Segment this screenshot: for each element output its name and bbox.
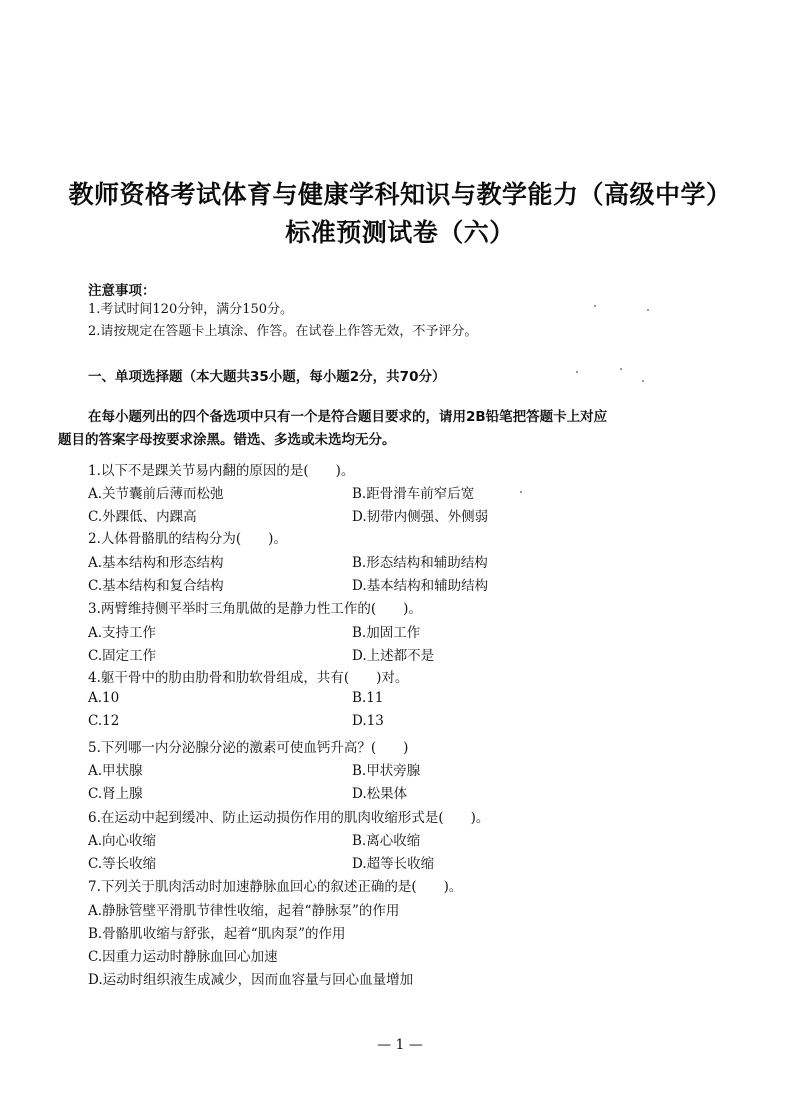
question-2-option-a: A.基本结构和形态结构 xyxy=(88,555,224,571)
question-5-stem: 5.下列哪一内分泌腺分泌的激素可使血钙升高？( ) xyxy=(88,740,409,756)
question-7-option-d: D.运动时组织液生成减少，因而血容量与回心血量增加 xyxy=(88,972,414,988)
question-6-option-c: C.等长收缩 xyxy=(88,856,157,872)
question-5-option-d: D.松果体 xyxy=(352,786,408,802)
scan-speck xyxy=(642,380,644,382)
question-6-option-a: A.向心收缩 xyxy=(88,833,157,849)
scan-speck xyxy=(647,309,649,311)
question-4-option-b: B.11 xyxy=(352,690,384,706)
question-1-option-b: B.距骨滑车前窄后宽 xyxy=(352,486,475,502)
question-2-option-c: C.基本结构和复合结构 xyxy=(88,578,224,594)
question-5-option-b: B.甲状旁腺 xyxy=(352,763,421,779)
question-2-stem: 2.人体骨骼肌的结构分为( )。 xyxy=(88,531,287,547)
question-7-option-a: A.静脉管壁平滑肌节律性收缩，起着“静脉泵”的作用 xyxy=(88,903,400,919)
scan-speck xyxy=(594,305,596,307)
question-2-option-b: B.形态结构和辅助结构 xyxy=(352,555,488,571)
question-7-option-b: B.骨骼肌收缩与舒张，起着“肌肉泵”的作用 xyxy=(88,926,346,942)
question-3-stem: 3.两臂维持侧平举时三角肌做的是静力性工作的( )。 xyxy=(88,601,422,617)
exam-title-line2: 标准预测试卷（六） xyxy=(285,218,515,247)
question-7-stem: 7.下列关于肌肉活动时加速静脉血回心的叙述正确的是( )。 xyxy=(88,879,463,895)
scan-speck xyxy=(576,371,578,373)
notice-item-1: 1.考试时间120分钟，满分150分。 xyxy=(88,302,294,317)
scan-speck xyxy=(620,368,622,370)
notice-item-2: 2.请按规定在答题卡上填涂、作答。在试卷上作答无效，不予评分。 xyxy=(88,324,478,339)
section-heading: 一、单项选择题（本大题共35小题，每小题2分，共70分） xyxy=(88,369,446,385)
section-instruction-line2: 题目的答案字母按要求涂黑。错选、多选或未选均无分。 xyxy=(58,432,396,448)
question-3-option-d: D.上述都不是 xyxy=(352,648,435,664)
page-number: — 1 — xyxy=(377,1037,423,1053)
question-3-option-b: B.加固工作 xyxy=(352,625,421,641)
question-2-option-d: D.基本结构和辅助结构 xyxy=(352,578,489,594)
question-3-option-c: C.固定工作 xyxy=(88,648,157,664)
question-6-option-d: D.超等长收缩 xyxy=(352,856,435,872)
question-4-option-a: A.10 xyxy=(88,690,120,706)
section-instruction-line1: 在每小题列出的四个备选项中只有一个是符合题目要求的，请用2B铅笔把答题卡上对应 xyxy=(88,409,608,425)
question-5-option-a: A.甲状腺 xyxy=(88,763,143,779)
exam-title-line1: 教师资格考试体育与健康学科知识与教学能力（高级中学） xyxy=(68,180,732,209)
question-3-option-a: A.支持工作 xyxy=(88,625,157,641)
question-1-option-d: D.韧带内侧强、外侧弱 xyxy=(352,509,489,525)
question-4-option-c: C.12 xyxy=(88,713,120,729)
question-6-option-b: B.离心收缩 xyxy=(352,833,421,849)
question-4-option-d: D.13 xyxy=(352,713,384,729)
question-1-stem: 1.以下不是踝关节易内翻的原因的是( )。 xyxy=(88,463,355,479)
question-4-stem: 4.躯干骨中的肋由肋骨和肋软骨组成，共有( )对。 xyxy=(88,670,409,686)
scan-speck xyxy=(520,491,522,493)
question-6-stem: 6.在运动中起到缓冲、防止运动损伤作用的肌肉收缩形式是( )。 xyxy=(88,810,490,826)
question-7-option-c: C.因重力运动时静脉血回心加速 xyxy=(88,949,278,965)
notice-heading: 注意事项： xyxy=(88,283,156,299)
question-1-option-c: C.外踝低、内踝高 xyxy=(88,509,197,525)
question-5-option-c: C.肾上腺 xyxy=(88,786,143,802)
question-1-option-a: A.关节囊前后薄而松弛 xyxy=(88,486,224,502)
